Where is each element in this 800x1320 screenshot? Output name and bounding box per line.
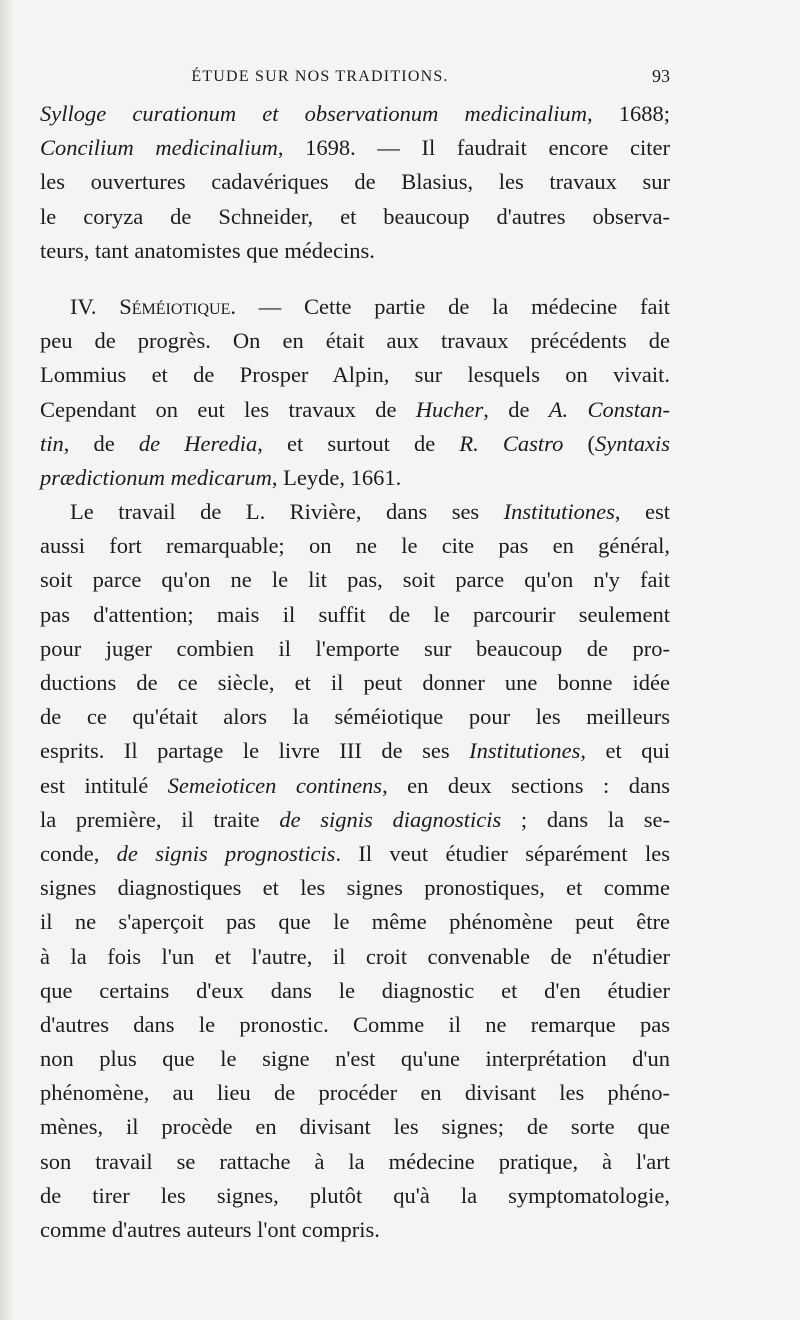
text-line: teurs, tant anatomistes que médecins. [40,237,375,263]
text-line: à la fois l'un et l'autre, il croit convenable de n'étudier [40,943,670,969]
text-line: soit parce qu'on ne le lit pas, soit parce qu'on n'y fait [40,567,670,593]
text-span: , 1688; [586,101,670,126]
text-line: non plus que le signe n'est qu'une interprétation d'un [40,1046,670,1072]
text-span: esprits. Il partage le livre III de ses [40,738,470,764]
page-number: 93 [652,66,670,86]
italic-title: Institutiones [469,738,581,764]
page-header [40,66,670,92]
paragraph-riviere [40,495,670,1247]
italic-name: R. Castro [459,430,564,456]
text-line: signes diagnostiques et les signes pronostiques, et comme [40,875,670,901]
italic-title: Concilium medicinalium [40,135,278,161]
text-line [40,769,670,803]
body-text [40,97,670,1247]
italic-title: de signis diagnosticis [279,806,502,832]
paragraph-semeiotique [40,290,670,495]
text-span: conde, [40,840,117,866]
section-numeral: IV. [70,293,97,319]
text-line: le coryza de Schneider, et beaucoup d'autres observa- [40,203,670,229]
text-line: phénomène, au lieu de procéder en divisant les phéno- [40,1080,670,1106]
text-line: peu de progrès. On en était aux travaux précédents de [40,328,670,354]
text-span: , en deux sections : dans [382,772,670,798]
text-line: de ce qu'était alors la séméiotique pour les meilleurs [40,704,670,730]
text-span: est intitulé [40,772,168,798]
text-span: ( [563,430,595,456]
text-span: , 1698. — Il faudrait encore citer [277,135,670,161]
italic-name: tin [40,430,64,456]
text-line [40,97,670,131]
text-span: . Il veut étudier séparément les [335,840,670,866]
text-line: son travail se rattache à la médecine pratique, à l'art [40,1148,670,1174]
italic-name: de Heredia [138,430,258,456]
text-line: mènes, il procède en divisant les signes; de sorte que [40,1114,670,1140]
text-span: ; dans la se- [501,806,670,832]
page-edge-shadow [0,0,14,1320]
text-span: , et surtout de [257,430,460,456]
text-line [40,837,670,871]
text-line: pour juger combien il l'emporte sur beaucoup de pro- [40,635,670,661]
paragraph-bibliography [40,97,670,268]
text-line: que certains d'eux dans le diagnostic et d'en étudier [40,977,670,1003]
text-line [40,393,670,427]
paragraph-gap [40,268,670,290]
text-line: il ne s'aperçoit pas que le même phénomène peut être [40,909,670,935]
italic-title: Sylloge curationum et observationum medicinalium [40,101,587,126]
text-line: d'autres dans le pronostic. Comme il ne remarque pas [40,1011,670,1037]
text-line [40,734,670,768]
text-line: aussi fort remarquable; on ne le cite pas en général, [40,533,670,559]
text-span: Cependant on eut les travaux de [40,396,416,422]
running-title: ÉTUDE SUR NOS TRADITIONS. [191,68,449,85]
text-span: , de [63,430,139,456]
text-line: pas d'attention; mais il suffit de le parcourir seulement [40,601,670,627]
text-span: la première, il traite [40,806,280,832]
italic-name: Hucher [415,396,484,422]
text-line: Lommius et de Prosper Alpin, sur lesquels on vivait. [40,362,670,388]
text-span: Le travail de L. Rivière, dans ses [70,499,504,525]
text-line: de tirer les signes, plutôt qu'à la symptomatologie, [40,1182,670,1208]
text-line: comme d'autres auteurs l'ont compris. [40,1217,380,1242]
text-line [40,461,670,495]
text-span: , de [483,396,549,422]
text-line: les ouvertures cadavériques de Blasius, les travaux sur [40,169,670,195]
italic-title: Institutiones [503,499,615,525]
text-line: ductions de ce siècle, et il peut donner une bonne idée [40,670,670,695]
italic-name: A. Constan- [548,396,670,422]
text-line [40,131,670,165]
text-span: , et qui [580,738,670,764]
text-span: , Leyde, 1661. [271,464,402,490]
italic-title: prædictionum medicarum [40,464,272,490]
italic-title: Semeioticen continens [167,772,383,798]
section-heading: Séméiotique. [119,293,236,319]
text-line [40,290,670,324]
italic-title: Syntaxis [594,430,670,456]
text-line [40,495,670,529]
text-span: , est [614,499,670,525]
text-line [40,427,670,461]
text-line [40,803,670,837]
italic-title: de signis prognosticis [116,840,336,866]
text-span: — Cette partie de la médecine fait [236,293,671,319]
